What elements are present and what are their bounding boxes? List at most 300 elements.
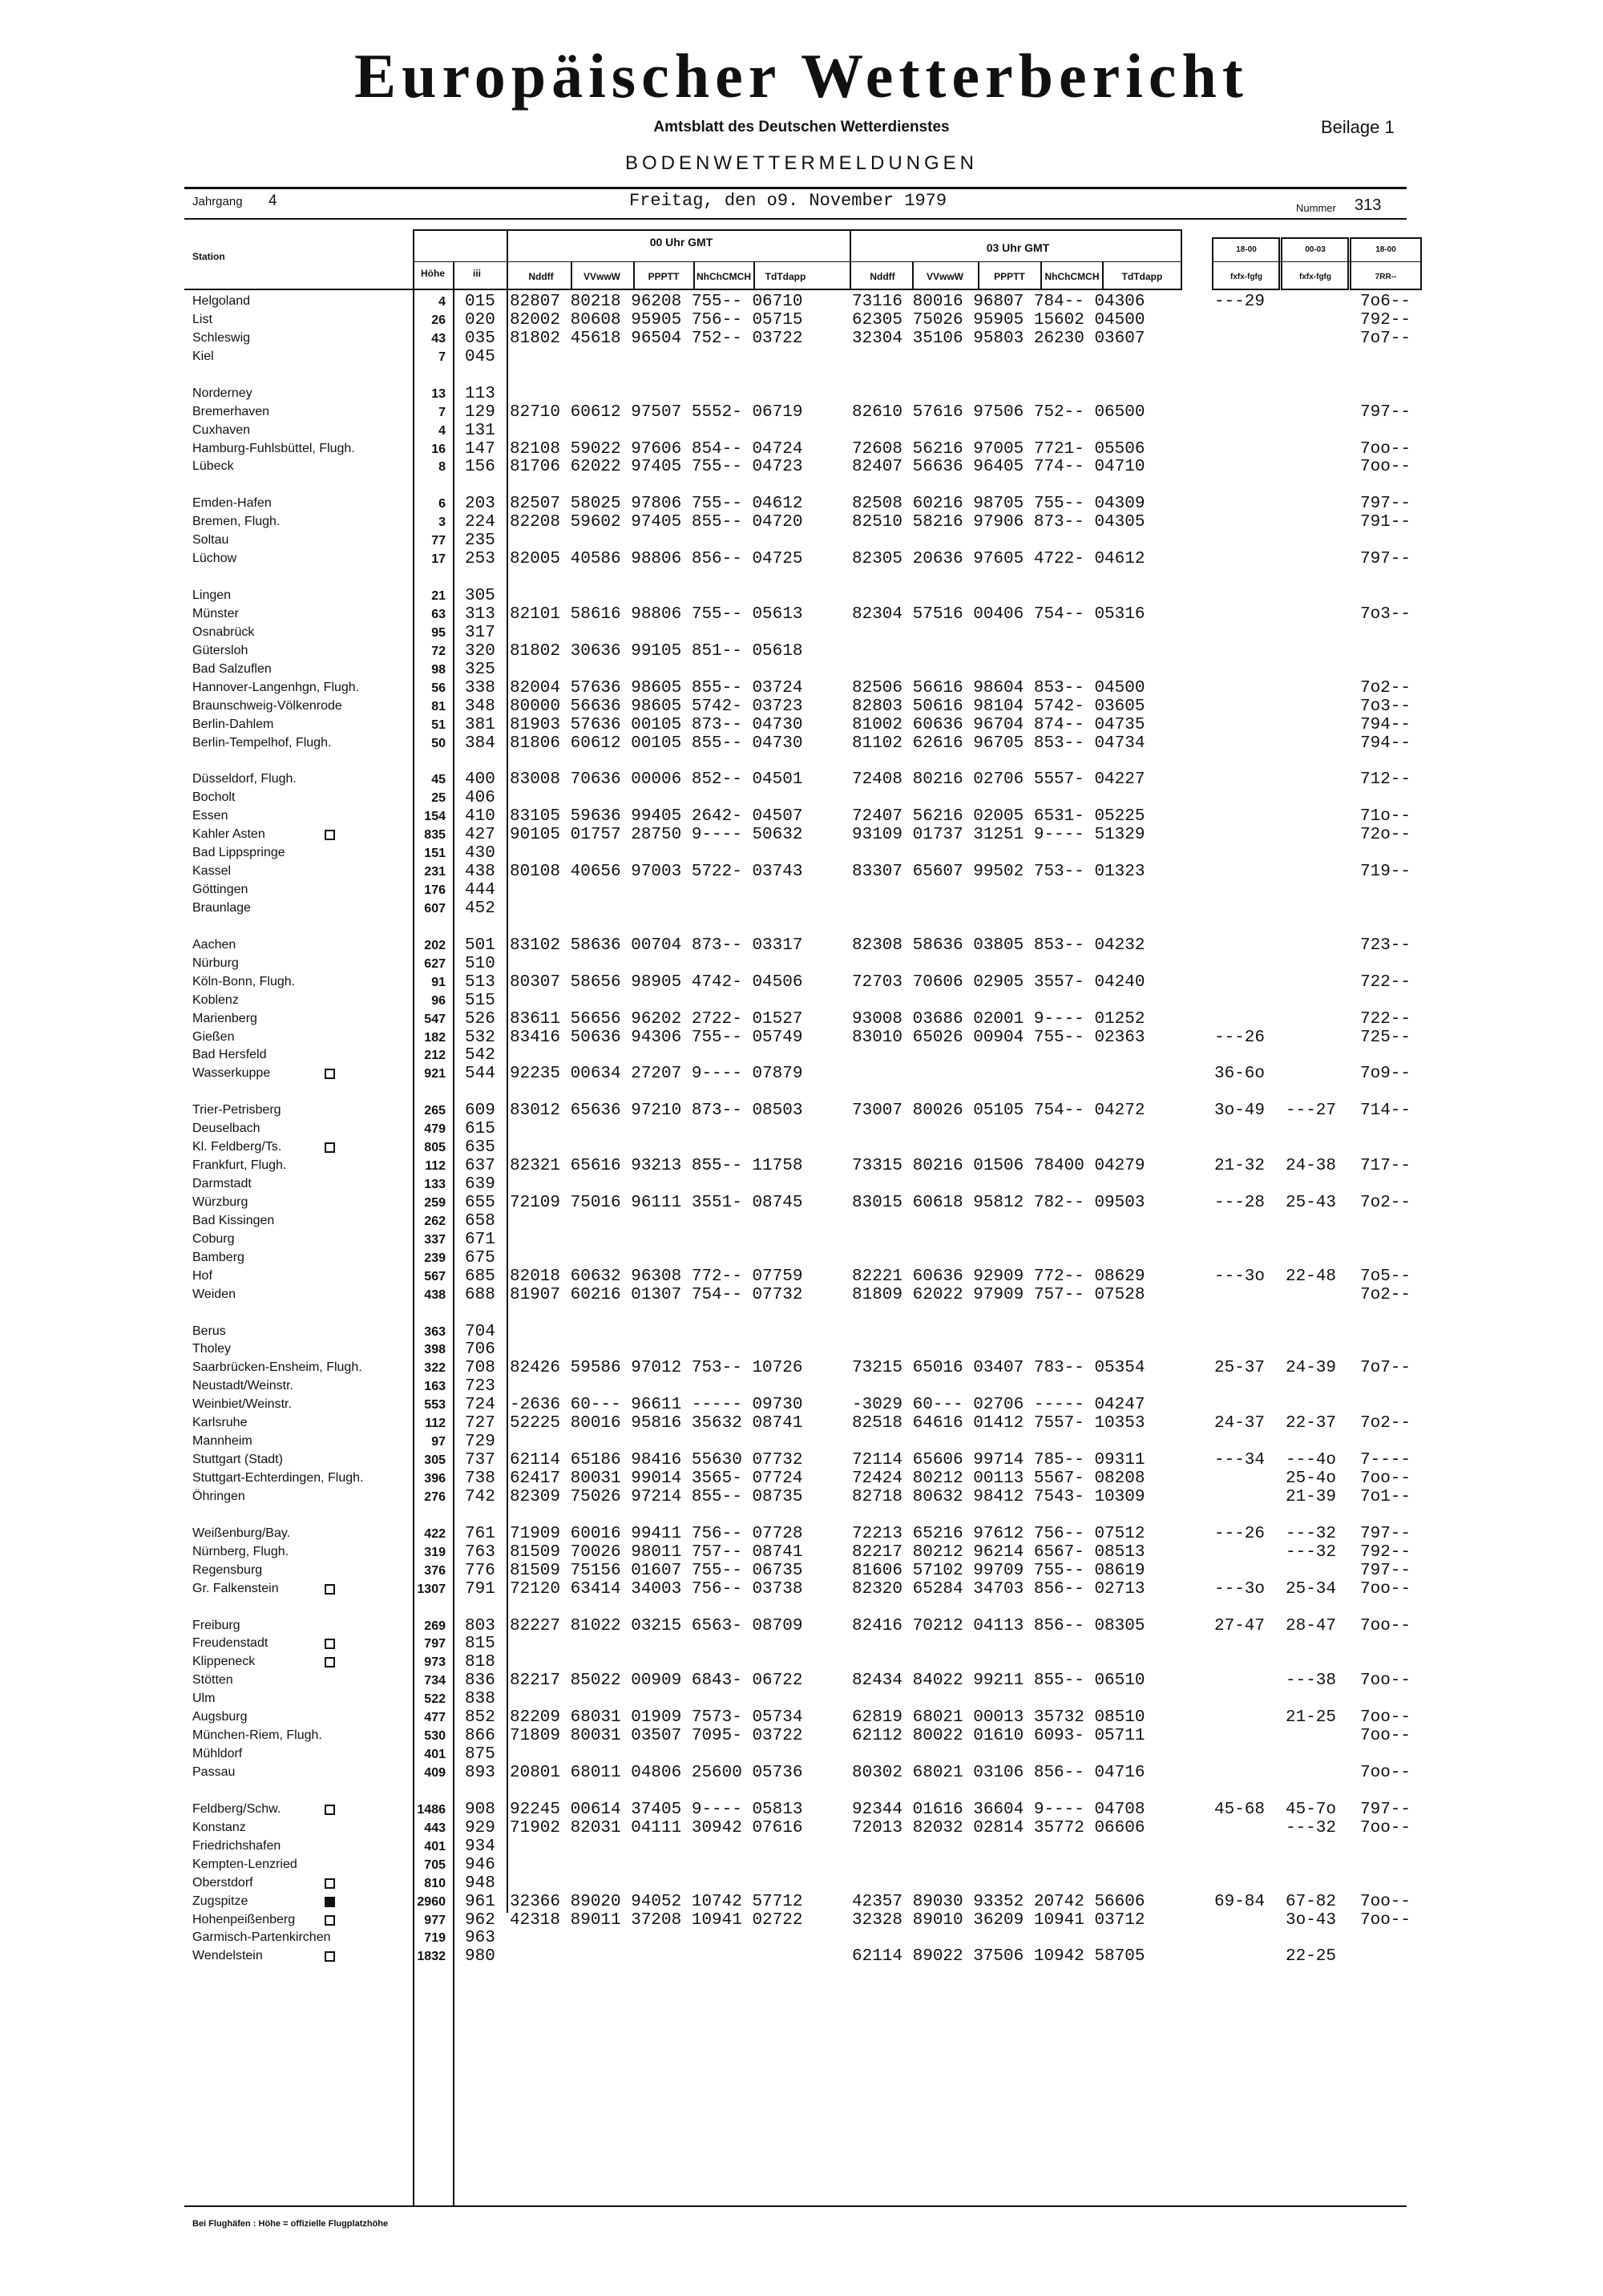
col-r3-bot: 7RR-- bbox=[1375, 273, 1397, 281]
header-vline bbox=[1181, 229, 1182, 290]
station-name: Norderney bbox=[192, 386, 252, 400]
group-03-uhr: 03 Uhr GMT bbox=[986, 241, 1050, 254]
station-id: 776 bbox=[465, 1561, 495, 1580]
obs-03-utc: 82305 20636 97605 4722- 04612 bbox=[852, 550, 1145, 569]
table-row bbox=[0, 642, 1603, 661]
station-height: 973 bbox=[424, 1655, 446, 1670]
station-id: 948 bbox=[465, 1874, 495, 1893]
precip-18-00: 7oo-- bbox=[1360, 1910, 1411, 1930]
header-vline bbox=[633, 261, 635, 290]
table-row bbox=[0, 661, 1603, 679]
station-name: Hamburg-Fuhlsbüttel, Flugh. bbox=[192, 441, 355, 455]
station-id: 761 bbox=[465, 1524, 495, 1543]
table-row bbox=[0, 532, 1603, 550]
obs-03-utc: 83010 65026 00904 755-- 02363 bbox=[852, 1028, 1145, 1047]
station-height: 176 bbox=[424, 883, 446, 897]
jahrgang-label: Jahrgang bbox=[192, 195, 243, 208]
obs-03-utc: 92344 01616 36604 9---- 04708 bbox=[852, 1800, 1145, 1819]
obs-03-utc: 80302 68021 03106 856-- 04716 bbox=[852, 1764, 1145, 1782]
precip-18-00: 714-- bbox=[1360, 1102, 1411, 1121]
station-name: Koblenz bbox=[192, 992, 239, 1007]
station-id: 704 bbox=[465, 1322, 495, 1341]
obs-00-utc: 80108 40656 97003 5722- 03743 bbox=[510, 863, 803, 882]
gust-18-00: ---28 bbox=[1214, 1193, 1266, 1212]
gust-18-00: ---34 bbox=[1214, 1451, 1266, 1470]
obs-03-utc: 81002 60636 96704 874-- 04735 bbox=[852, 715, 1145, 734]
obs-03-utc: 72114 65606 99714 785-- 09311 bbox=[852, 1451, 1145, 1470]
gust-18-00: ---3o bbox=[1214, 1579, 1266, 1599]
col-03-nddff: Nddff bbox=[870, 271, 895, 282]
station-id: 724 bbox=[465, 1396, 495, 1415]
table-row bbox=[0, 697, 1603, 716]
station-id: 348 bbox=[465, 697, 495, 716]
station-height: 479 bbox=[424, 1122, 446, 1137]
station-id: 639 bbox=[465, 1175, 495, 1194]
station-name: Braunschweig-Völkenrode bbox=[192, 698, 342, 713]
precip-18-00: 7oo-- bbox=[1360, 1579, 1411, 1599]
precip-18-00: 797-- bbox=[1360, 402, 1411, 422]
gust-00-03: 25-34 bbox=[1286, 1579, 1337, 1599]
station-height: 63 bbox=[431, 607, 446, 621]
header-vline bbox=[571, 261, 572, 290]
table-row bbox=[0, 1819, 1603, 1837]
station-height: 72 bbox=[431, 644, 446, 658]
gust-18-00: 27-47 bbox=[1214, 1616, 1266, 1635]
table-row bbox=[0, 1175, 1603, 1194]
obs-00-utc: 81903 57636 00105 873-- 04730 bbox=[510, 715, 803, 734]
station-height: 547 bbox=[424, 1012, 446, 1026]
obs-00-utc: 81509 70026 98011 757-- 08741 bbox=[510, 1542, 803, 1562]
station-id: 452 bbox=[465, 899, 495, 918]
col-r1-top: 18-00 bbox=[1236, 245, 1257, 254]
table-row bbox=[0, 1911, 1603, 1930]
precip-18-00: 712-- bbox=[1360, 770, 1411, 790]
station-height: 8 bbox=[438, 460, 446, 475]
station-name: Marienberg bbox=[192, 1011, 257, 1025]
obs-00-utc: 81802 45618 96504 752-- 03722 bbox=[510, 329, 803, 348]
row-gap bbox=[0, 1083, 1603, 1102]
obs-00-utc: 82807 80218 96208 755-- 06710 bbox=[510, 293, 803, 311]
precip-18-00: 7o6-- bbox=[1360, 293, 1411, 311]
header-vline bbox=[978, 261, 979, 290]
table-row bbox=[0, 1947, 1603, 1966]
station-id: 400 bbox=[465, 770, 495, 790]
station-height: 163 bbox=[424, 1380, 446, 1394]
station-name: Oberstdorf bbox=[192, 1875, 253, 1890]
gust-00-03: 25-43 bbox=[1286, 1193, 1337, 1212]
open-square-icon bbox=[325, 1915, 335, 1926]
footnote: Bei Flughäfen : Höhe = offizielle Flugplatzhöhe bbox=[192, 2219, 389, 2229]
obs-00-utc: 71902 82031 04111 30942 07616 bbox=[510, 1818, 803, 1837]
table-row bbox=[0, 1340, 1603, 1359]
station-height: 4 bbox=[438, 423, 446, 438]
obs-03-utc: 73116 80016 96807 784-- 04306 bbox=[852, 293, 1145, 311]
station-id: 235 bbox=[465, 532, 495, 551]
table-row bbox=[0, 550, 1603, 568]
station-height: 56 bbox=[431, 681, 446, 695]
station-height: 376 bbox=[424, 1563, 446, 1578]
station-name: Gießen bbox=[192, 1029, 235, 1044]
header-rule-bottom bbox=[184, 218, 1407, 220]
station-id: 961 bbox=[465, 1892, 495, 1911]
obs-03-utc: 72213 65216 97612 756-- 07512 bbox=[852, 1524, 1145, 1543]
station-height: 322 bbox=[424, 1361, 446, 1376]
row-gap bbox=[0, 1599, 1603, 1617]
station-id: 609 bbox=[465, 1102, 495, 1121]
table-header-mid bbox=[413, 261, 1182, 262]
station-height: 7 bbox=[438, 405, 446, 419]
station-name: Hannover-Langenhgn, Flugh. bbox=[192, 680, 360, 694]
station-name: Bremerhaven bbox=[192, 404, 270, 418]
obs-00-utc: 82101 58616 98806 755-- 05613 bbox=[510, 604, 803, 624]
station-name: Klippeneck bbox=[192, 1655, 256, 1669]
station-name: Mannheim bbox=[192, 1434, 252, 1449]
station-name: Bad Kissingen bbox=[192, 1213, 275, 1227]
row-gap bbox=[0, 366, 1603, 385]
precip-18-00: 797-- bbox=[1360, 1524, 1411, 1543]
page-title: Europäischer Wetterbericht bbox=[354, 41, 1249, 111]
table-row bbox=[0, 1525, 1603, 1543]
obs-03-utc: 32328 89010 36209 10941 03712 bbox=[852, 1910, 1145, 1930]
table-row bbox=[0, 329, 1603, 348]
obs-00-utc: 92235 00634 27207 9---- 07879 bbox=[510, 1065, 803, 1084]
precip-18-00: 794-- bbox=[1360, 734, 1411, 753]
station-id: 866 bbox=[465, 1727, 495, 1746]
table-row bbox=[0, 936, 1603, 955]
station-height: 422 bbox=[424, 1526, 446, 1541]
station-id: 738 bbox=[465, 1469, 495, 1488]
station-height: 50 bbox=[431, 736, 446, 750]
station-id: 818 bbox=[465, 1653, 495, 1672]
col-iii: iii bbox=[472, 268, 481, 279]
col-00-vvwww: VVwwW bbox=[583, 271, 620, 282]
table-row bbox=[0, 1727, 1603, 1745]
table-row bbox=[0, 1764, 1603, 1782]
station-height: 797 bbox=[424, 1637, 446, 1651]
table-row bbox=[0, 1837, 1603, 1856]
precip-18-00: 71o-- bbox=[1360, 807, 1411, 827]
station-id: 655 bbox=[465, 1193, 495, 1212]
gust-00-03: 67-82 bbox=[1286, 1892, 1337, 1911]
obs-00-utc: 81509 75156 01607 755-- 06735 bbox=[510, 1561, 803, 1580]
station-name: Aachen bbox=[192, 937, 236, 952]
station-height: 265 bbox=[424, 1104, 446, 1118]
precip-18-00: 7oo-- bbox=[1360, 439, 1411, 459]
station-id: 156 bbox=[465, 458, 495, 477]
obs-03-utc: 62819 68021 00013 35732 08510 bbox=[852, 1708, 1145, 1728]
header-vline bbox=[1040, 261, 1042, 290]
station-height: 4 bbox=[438, 295, 446, 309]
group-00-uhr: 00 Uhr GMT bbox=[649, 236, 713, 249]
header-vline bbox=[453, 261, 454, 290]
station-name: Würzburg bbox=[192, 1194, 248, 1209]
table-row bbox=[0, 1745, 1603, 1764]
gust-18-00: 45-68 bbox=[1214, 1800, 1266, 1819]
col-03-tdtd: TdTdapp bbox=[1121, 271, 1163, 282]
filled-square-icon bbox=[325, 1897, 335, 1907]
table-row bbox=[0, 348, 1603, 366]
precip-18-00: 794-- bbox=[1360, 715, 1411, 734]
table-row bbox=[0, 1138, 1603, 1157]
station-name: Lingen bbox=[192, 588, 232, 602]
obs-03-utc: 82308 58636 03805 853-- 04232 bbox=[852, 936, 1145, 955]
obs-00-utc: 82217 85022 00909 6843- 06722 bbox=[510, 1671, 803, 1691]
station-name: Weißenburg/Bay. bbox=[192, 1526, 291, 1540]
obs-03-utc: 82510 58216 97906 873-- 04305 bbox=[852, 513, 1145, 532]
station-id: 675 bbox=[465, 1248, 495, 1267]
table-row bbox=[0, 899, 1603, 918]
station-height: 182 bbox=[424, 1030, 446, 1045]
obs-00-utc: 82004 57636 98605 855-- 03724 bbox=[510, 678, 803, 697]
station-height: 705 bbox=[424, 1857, 446, 1872]
table-row bbox=[0, 1010, 1603, 1029]
station-id: 129 bbox=[465, 402, 495, 422]
station-id: 815 bbox=[465, 1635, 495, 1654]
station-id: 253 bbox=[465, 550, 495, 569]
precip-18-00: 797-- bbox=[1360, 1561, 1411, 1580]
station-height: 43 bbox=[431, 331, 446, 346]
station-id: 325 bbox=[465, 660, 495, 679]
obs-03-utc: 62112 80022 01610 6093- 05711 bbox=[852, 1727, 1145, 1746]
station-id: 615 bbox=[465, 1120, 495, 1139]
station-name: Stuttgart (Stadt) bbox=[192, 1453, 283, 1467]
section-title: BODENWETTERMELDUNGEN bbox=[624, 152, 979, 174]
station-height: 401 bbox=[424, 1839, 446, 1853]
station-name: Darmstadt bbox=[192, 1177, 252, 1190]
table-row bbox=[0, 1267, 1603, 1286]
table-row bbox=[0, 458, 1603, 476]
obs-00-utc: 83611 56656 96202 2722- 01527 bbox=[510, 1009, 803, 1029]
gust-00-03: 45-7o bbox=[1286, 1800, 1337, 1819]
precip-18-00: 7oo-- bbox=[1360, 1708, 1411, 1728]
station-id: 875 bbox=[465, 1745, 495, 1764]
nummer-label: Nummer bbox=[1296, 202, 1336, 214]
station-id: 836 bbox=[465, 1671, 495, 1691]
obs-03-utc: 62305 75026 95905 15602 04500 bbox=[852, 310, 1145, 329]
station-name: Berlin-Dahlem bbox=[192, 717, 274, 731]
station-height: 231 bbox=[424, 865, 446, 879]
gust-18-00: 25-37 bbox=[1214, 1359, 1266, 1378]
station-height: 25 bbox=[431, 791, 446, 806]
precip-18-00: 7oo-- bbox=[1360, 1469, 1411, 1488]
station-name: Stötten bbox=[192, 1673, 233, 1688]
table-row bbox=[0, 1488, 1603, 1506]
station-height: 1832 bbox=[417, 1950, 446, 1964]
station-id: 045 bbox=[465, 347, 495, 366]
precip-18-00: 722-- bbox=[1360, 1009, 1411, 1029]
table-row bbox=[0, 1065, 1603, 1083]
station-height: 154 bbox=[424, 810, 446, 824]
station-id: 635 bbox=[465, 1138, 495, 1158]
station-id: 688 bbox=[465, 1285, 495, 1304]
station-height: 95 bbox=[431, 625, 446, 640]
station-name: Konstanz bbox=[192, 1820, 246, 1834]
station-table bbox=[0, 293, 1603, 1966]
station-name: Wasserkuppe bbox=[192, 1066, 271, 1081]
table-row bbox=[0, 1231, 1603, 1249]
beilage-label: Beilage 1 bbox=[1321, 117, 1395, 137]
station-id: 320 bbox=[465, 641, 495, 661]
station-id: 737 bbox=[465, 1451, 495, 1470]
station-id: 203 bbox=[465, 495, 495, 514]
station-name: Köln-Bonn, Flugh. bbox=[192, 974, 296, 988]
obs-03-utc: 82304 57516 00406 754-- 05316 bbox=[852, 604, 1145, 624]
station-id: 406 bbox=[465, 789, 495, 808]
station-height: 835 bbox=[424, 828, 446, 843]
station-id: 224 bbox=[465, 513, 495, 532]
precip-18-00: 7oo-- bbox=[1360, 458, 1411, 477]
table-row bbox=[0, 1249, 1603, 1267]
station-height: 276 bbox=[424, 1490, 446, 1504]
table-row bbox=[0, 1543, 1603, 1562]
station-id: 515 bbox=[465, 991, 495, 1010]
precip-18-00: 7o2-- bbox=[1360, 1193, 1411, 1212]
table-row bbox=[0, 955, 1603, 973]
station-height: 91 bbox=[431, 975, 446, 989]
station-name: Deuselbach bbox=[192, 1122, 260, 1136]
open-square-icon bbox=[325, 1069, 335, 1079]
obs-00-utc: 81907 60216 01307 754-- 07732 bbox=[510, 1285, 803, 1304]
station-id: 338 bbox=[465, 678, 495, 697]
station-id: 305 bbox=[465, 587, 495, 605]
col-hoehe: Höhe bbox=[421, 268, 445, 279]
station-id: 313 bbox=[465, 604, 495, 624]
gust-18-00: ---26 bbox=[1214, 1524, 1266, 1543]
obs-00-utc: 81802 30636 99105 851-- 05618 bbox=[510, 641, 803, 661]
station-height: 337 bbox=[424, 1232, 446, 1247]
obs-03-utc: 72408 80216 02706 5557- 04227 bbox=[852, 770, 1145, 790]
station-height: 3 bbox=[438, 515, 446, 530]
station-height: 51 bbox=[431, 718, 446, 732]
table-row bbox=[0, 1286, 1603, 1304]
header-vline bbox=[693, 261, 695, 290]
station-name: Braunlage bbox=[192, 900, 251, 915]
table-row bbox=[0, 293, 1603, 311]
table-header-bottom bbox=[184, 289, 1182, 290]
obs-00-utc: 80000 56636 98605 5742- 03723 bbox=[510, 697, 803, 716]
open-square-icon bbox=[325, 1878, 335, 1889]
table-row bbox=[0, 605, 1603, 624]
table-row bbox=[0, 1323, 1603, 1341]
station-name: Bremen, Flugh. bbox=[192, 515, 281, 529]
station-name: Friedrichshafen bbox=[192, 1838, 281, 1853]
precip-18-00: 7o9-- bbox=[1360, 1065, 1411, 1084]
obs-03-utc: 72608 56216 97005 7721- 05506 bbox=[852, 439, 1145, 459]
subtitle: Amtsblatt des Deutschen Wetterdienstes bbox=[653, 119, 950, 135]
precip-18-00: 797-- bbox=[1360, 1800, 1411, 1819]
table-row bbox=[0, 992, 1603, 1010]
precip-18-00: 7o3-- bbox=[1360, 697, 1411, 716]
station-id: 384 bbox=[465, 734, 495, 753]
table-row bbox=[0, 311, 1603, 329]
table-row bbox=[0, 1708, 1603, 1727]
obs-03-utc: 82434 84022 99211 855-- 06510 bbox=[852, 1671, 1145, 1691]
station-height: 21 bbox=[431, 589, 446, 603]
station-height: 1307 bbox=[417, 1582, 446, 1596]
obs-03-utc: 82407 56636 96405 774-- 04710 bbox=[852, 458, 1145, 477]
station-height: 810 bbox=[424, 1876, 446, 1890]
table-row bbox=[0, 1690, 1603, 1708]
gust-00-03: ---32 bbox=[1286, 1542, 1337, 1562]
station-name: Feldberg/Schw. bbox=[192, 1801, 281, 1816]
gust-00-03: ---4o bbox=[1286, 1451, 1337, 1470]
obs-00-utc: 32366 89020 94052 10742 57712 bbox=[510, 1892, 803, 1911]
obs-03-utc: 72013 82032 02814 35772 06606 bbox=[852, 1818, 1145, 1837]
gust-00-03: ---38 bbox=[1286, 1671, 1337, 1691]
obs-00-utc: 82108 59022 97606 854-- 04724 bbox=[510, 439, 803, 459]
open-square-icon bbox=[325, 1584, 335, 1595]
station-name: Tholey bbox=[192, 1342, 232, 1356]
station-height: 398 bbox=[424, 1343, 446, 1357]
table-row bbox=[0, 1046, 1603, 1065]
station-name: Kempten-Lenzried bbox=[192, 1857, 297, 1871]
station-name: Kahler Asten bbox=[192, 827, 265, 842]
station-height: 6 bbox=[438, 497, 446, 511]
table-row bbox=[0, 440, 1603, 459]
station-name: Weinbiet/Weinstr. bbox=[192, 1397, 292, 1412]
station-id: 893 bbox=[465, 1764, 495, 1782]
station-id: 513 bbox=[465, 972, 495, 992]
obs-00-utc: 82426 59586 97012 753-- 10726 bbox=[510, 1359, 803, 1378]
col-00-ppptt: PPPTT bbox=[648, 271, 680, 282]
station-name: Berus bbox=[192, 1324, 226, 1338]
gust-18-00: 36-6o bbox=[1214, 1065, 1266, 1084]
station-name: Bad Salzuflen bbox=[192, 661, 272, 676]
station-name: Öhringen bbox=[192, 1489, 245, 1503]
obs-00-utc: 80307 58656 98905 4742- 04506 bbox=[510, 972, 803, 992]
station-name: Gütersloh bbox=[192, 643, 248, 657]
station-id: 444 bbox=[465, 881, 495, 899]
col-00-nddff: Nddff bbox=[528, 271, 554, 282]
station-name: Kassel bbox=[192, 864, 232, 879]
table-row bbox=[0, 734, 1603, 753]
precip-18-00: 792-- bbox=[1360, 310, 1411, 329]
station-name: List bbox=[192, 312, 212, 326]
station-name: Neustadt/Weinstr. bbox=[192, 1379, 293, 1393]
obs-00-utc: 92245 00614 37405 9---- 05813 bbox=[510, 1800, 803, 1819]
table-row bbox=[0, 1671, 1603, 1690]
station-name: Karlsruhe bbox=[192, 1416, 248, 1430]
obs-03-utc: -3029 60--- 02706 ----- 04247 bbox=[852, 1396, 1145, 1415]
precip-18-00: 7o2-- bbox=[1360, 1285, 1411, 1304]
station-height: 443 bbox=[424, 1821, 446, 1835]
header-vline bbox=[912, 261, 914, 290]
row-gap bbox=[0, 752, 1603, 770]
station-id: 929 bbox=[465, 1818, 495, 1837]
precip-18-00: 7o2-- bbox=[1360, 678, 1411, 697]
box-divider bbox=[1212, 261, 1422, 262]
precip-18-00: 797-- bbox=[1360, 550, 1411, 569]
station-id: 544 bbox=[465, 1065, 495, 1084]
table-row bbox=[0, 863, 1603, 881]
obs-03-utc: 73315 80216 01506 78400 04279 bbox=[852, 1157, 1145, 1176]
table-row bbox=[0, 385, 1603, 403]
station-id: 510 bbox=[465, 954, 495, 973]
gust-18-00: 24-37 bbox=[1214, 1414, 1266, 1433]
obs-03-utc: 72703 70606 02905 3557- 04240 bbox=[852, 972, 1145, 992]
precip-18-00: 7oo-- bbox=[1360, 1616, 1411, 1635]
precip-18-00: 7o7-- bbox=[1360, 329, 1411, 348]
obs-03-utc: 72424 80212 00113 5567- 08208 bbox=[852, 1469, 1145, 1488]
gust-00-03: 22-25 bbox=[1286, 1947, 1337, 1967]
obs-00-utc: 83416 50636 94306 755-- 05749 bbox=[510, 1028, 803, 1047]
station-name: München-Riem, Flugh. bbox=[192, 1728, 322, 1743]
station-height: 98 bbox=[431, 662, 446, 677]
station-id: 131 bbox=[465, 421, 495, 440]
obs-00-utc: 72109 75016 96111 3551- 08745 bbox=[510, 1193, 803, 1212]
table-row bbox=[0, 1635, 1603, 1653]
obs-03-utc: 32304 35106 95803 26230 03607 bbox=[852, 329, 1145, 348]
